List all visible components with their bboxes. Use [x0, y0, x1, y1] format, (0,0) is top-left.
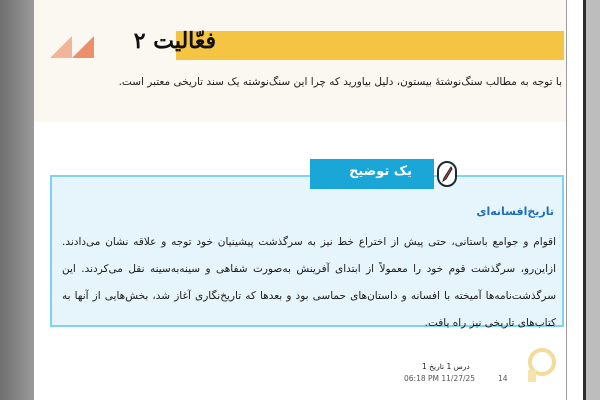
pencil-icon	[437, 161, 457, 187]
footer-datetime: 06:18 PM 11/27/25	[404, 374, 476, 383]
explanation-text: اقوام و جوامع باستانی، حتی پیش از اختراع خط نیز به سرگذشت پیشینیان خود توجه و علاقه نشان می‌دادند. ازاین‌رو، سرگذشت قوم خود را معمولاً از ابتدای آفرینش به‌صورت شفاهی و سینه‌به‌سینه نقل می‌کردند. این سرگذشت‌نامه‌ها آمیخته با افسانه و داستان‌های حماسی بود و بعدها که تاریخ‌نگاری آغاز شد، بخش‌هایی از آنها به کتاب‌های تاریخی نیز راه یافت.	[62, 236, 556, 329]
decor-triangle-light	[50, 36, 72, 58]
decor-triangle-dark	[72, 36, 94, 58]
activity-title: فعّالیت ۲	[133, 28, 216, 54]
activity-question: با توجه به مطالب سنگ‌نوشتهٔ بیستون، دلیل بیاورید که چرا این سنگ‌نوشته یک سند تاریخی معتبر است.	[118, 76, 562, 88]
title-bar	[176, 31, 564, 60]
footer-lesson: درس 1 تاریخ 1	[422, 362, 470, 371]
window-right-edge	[566, 0, 600, 400]
scrollbar-track[interactable]	[566, 0, 586, 400]
slide-canvas	[34, 0, 566, 400]
explanation-badge-label: یک توضیح	[349, 164, 412, 179]
window-left-edge	[0, 0, 34, 400]
footer-page-number: 14	[498, 374, 508, 383]
explanation-box	[50, 175, 564, 327]
logo-watermark-icon	[522, 344, 558, 384]
explanation-heading: تاریخ‌افسانه‌ای	[476, 205, 554, 218]
